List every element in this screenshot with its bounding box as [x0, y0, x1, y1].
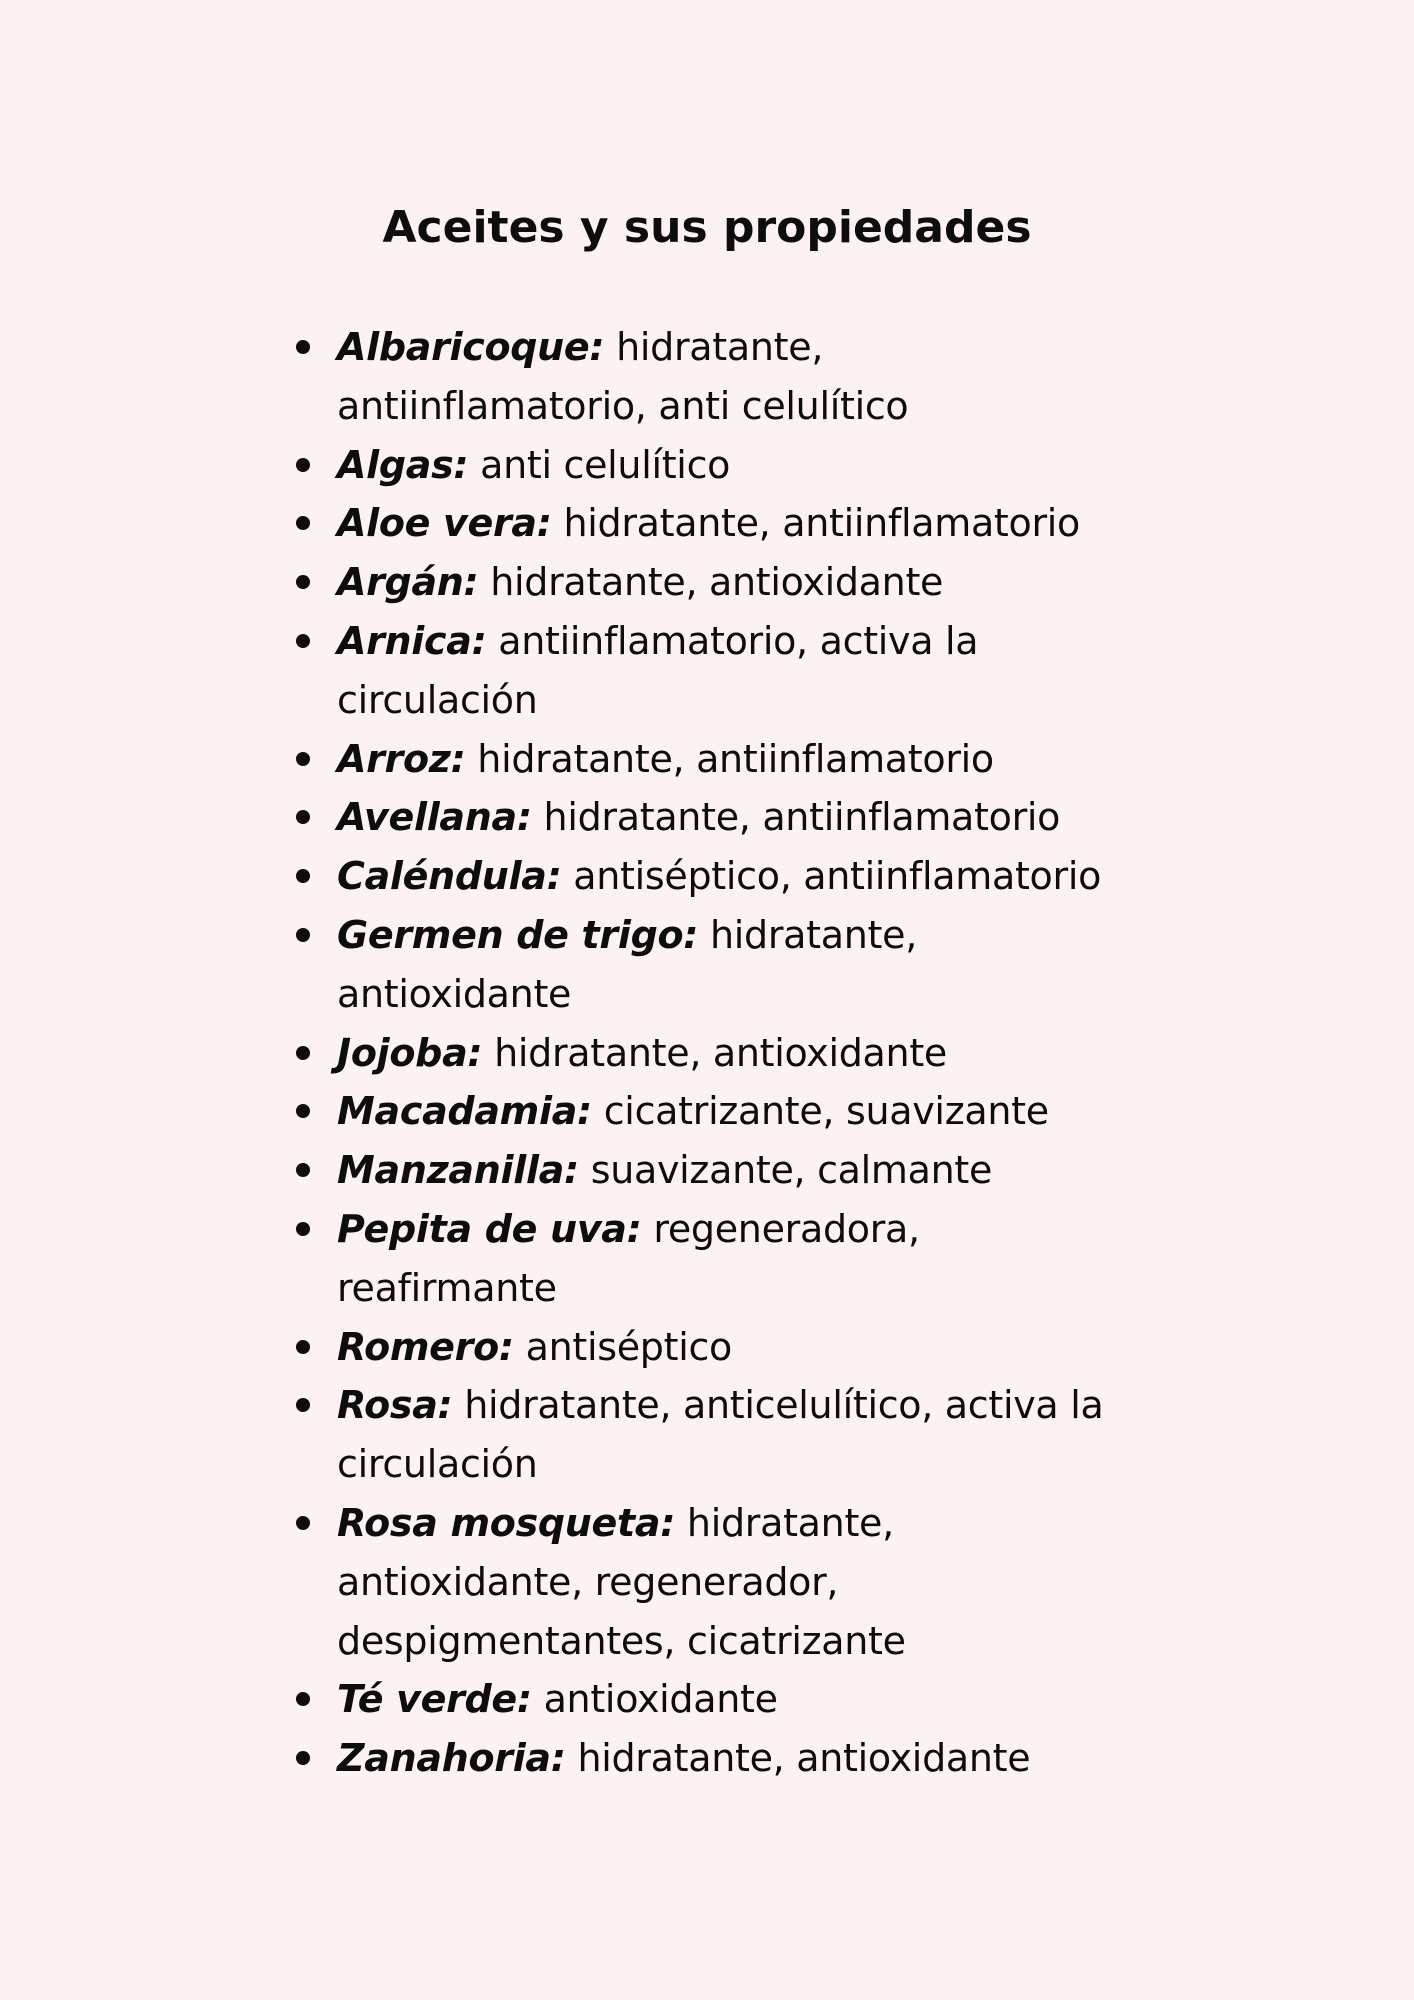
oil-name: Macadamia:: [337, 1089, 592, 1134]
oil-name: Té verde:: [337, 1677, 532, 1722]
oil-name: Algas:: [337, 442, 469, 487]
page-title: Aceites y sus propiedades: [382, 202, 1032, 253]
list-item: [337, 1494, 1137, 1670]
oil-name: Avellana:: [337, 795, 532, 840]
oil-name: Aloe vera:: [337, 501, 552, 546]
bullet-icon: [296, 810, 310, 824]
oil-name: Rosa:: [337, 1383, 453, 1428]
oil-properties: antioxidante: [543, 1677, 778, 1722]
list-item: [337, 906, 1137, 1024]
oil-properties: hidratante, antioxidante: [337, 912, 917, 1016]
oil-name: Jojoba:: [337, 1030, 483, 1075]
oil-properties: hidratante, anticelulítico, activa la circulación: [337, 1383, 1104, 1487]
bullet-icon: [296, 1104, 310, 1118]
bullet-icon: [296, 634, 310, 648]
list-item: [337, 1141, 1137, 1200]
list-item: [337, 1024, 1137, 1083]
bullet-icon: [296, 1046, 310, 1060]
list-item: [337, 612, 1137, 730]
list-item: [337, 730, 1137, 789]
list-item: [337, 1082, 1137, 1141]
list-item: [337, 788, 1137, 847]
oil-list: [337, 318, 1137, 1788]
bullet-icon: [296, 1516, 310, 1530]
bullet-icon: [296, 458, 310, 472]
list-item: [337, 1376, 1137, 1494]
oil-properties: hidratante, antioxidante: [494, 1030, 948, 1075]
list-item: [337, 1318, 1137, 1377]
bullet-icon: [296, 1222, 310, 1236]
oil-name: Romero:: [337, 1324, 514, 1369]
oil-properties: cicatrizante, suavizante: [603, 1089, 1049, 1134]
bullet-icon: [296, 575, 310, 589]
oil-properties: hidratante, antioxidante: [577, 1736, 1031, 1781]
bullet-icon: [296, 928, 310, 942]
bullet-icon: [296, 752, 310, 766]
oil-name: Arroz:: [337, 736, 466, 781]
oil-properties: antiinflamatorio, activa la circulación: [337, 618, 979, 722]
oil-name: Zanahoria:: [337, 1736, 566, 1781]
list-item: [337, 1200, 1137, 1318]
oil-name: Rosa mosqueta:: [337, 1500, 676, 1545]
list-item: [337, 553, 1137, 612]
bullet-icon: [296, 340, 310, 354]
list-item: [337, 318, 1137, 436]
bullet-icon: [296, 869, 310, 883]
oil-name: Albaricoque:: [337, 325, 605, 369]
oil-properties: antiséptico: [525, 1324, 733, 1369]
oil-properties: antiséptico, antiinflamatorio: [573, 854, 1102, 899]
list-item: [337, 494, 1137, 553]
oil-name: Manzanilla:: [337, 1148, 579, 1193]
oil-properties: hidratante, antiinflamatorio, anti celulítico: [337, 325, 909, 428]
list-item: [337, 436, 1137, 495]
oil-name: Argán:: [337, 560, 479, 605]
bullet-icon: [296, 1340, 310, 1354]
oil-name: Germen de trigo:: [337, 912, 699, 957]
oil-properties: hidratante, antioxidante, regenerador, despigmentantes, cicatrizante: [337, 1500, 906, 1663]
oil-properties: regeneradora, reafirmante: [337, 1206, 920, 1310]
list-item: [337, 1670, 1137, 1729]
list-item: [337, 847, 1137, 906]
bullet-icon: [296, 516, 310, 530]
list-item: [337, 1729, 1137, 1788]
bullet-icon: [296, 1398, 310, 1412]
oil-properties: hidratante, antiinflamatorio: [563, 501, 1081, 546]
oil-name: Caléndula:: [337, 854, 562, 899]
oil-properties: suavizante, calmante: [590, 1148, 993, 1193]
oil-properties: hidratante, antiinflamatorio: [477, 736, 994, 781]
bullet-icon: [296, 1751, 310, 1765]
oil-properties: hidratante, antiinflamatorio: [543, 795, 1061, 840]
oil-properties: hidratante, antioxidante: [490, 560, 944, 605]
bullet-icon: [296, 1163, 310, 1177]
oil-name: Pepita de uva:: [337, 1206, 642, 1251]
oil-properties: anti celulítico: [480, 442, 731, 487]
oil-name: Arnica:: [337, 618, 487, 663]
bullet-icon: [296, 1692, 310, 1706]
